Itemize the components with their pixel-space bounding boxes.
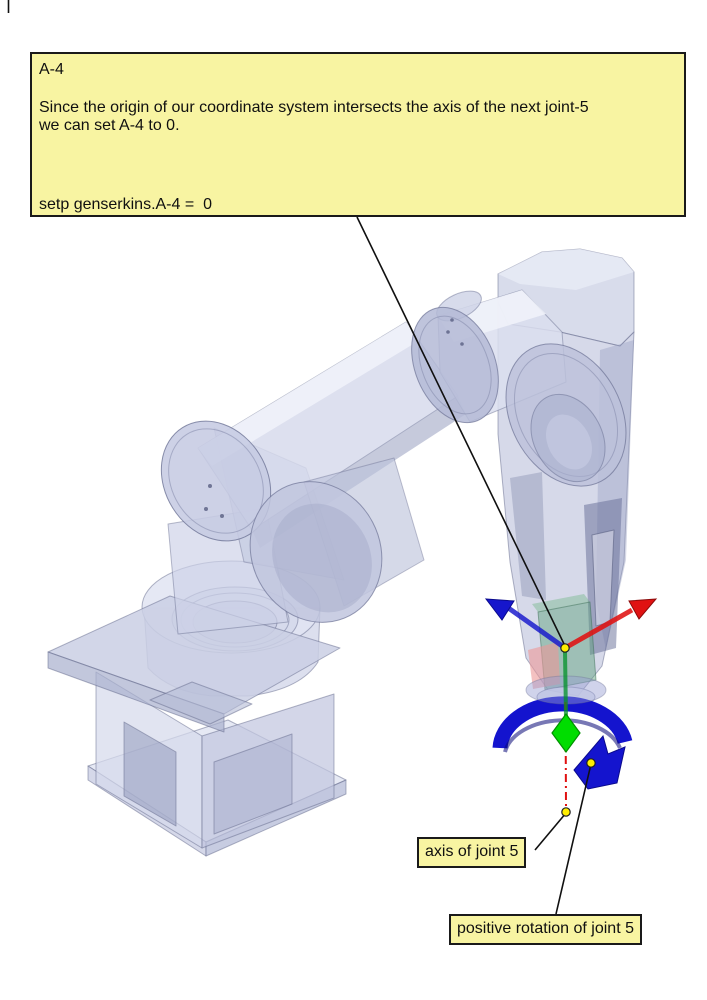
callout-body [39,99,589,135]
rotation-label-leader-line [556,764,591,914]
callout-body-line2: we can set A-4 to 0. [39,117,180,134]
callout-box-a4 [30,52,686,217]
axis-label-leader-line [535,813,566,850]
callout-title: A-4 [39,61,64,78]
callout-command: setp genserkins.A-4 = 0 [39,196,212,213]
rotation-marker-dot [587,759,595,767]
label-positive-rotation-joint5: positive rotation of joint 5 [449,914,642,945]
axis-marker-dot [562,808,570,816]
origin-marker-dot [561,644,569,652]
robot-arm [48,249,650,856]
callout-body-line1: Since the origin of our coordinate system intersects the axis of the next joint-5 [39,99,589,116]
label-axis-of-joint5: axis of joint 5 [417,837,526,868]
